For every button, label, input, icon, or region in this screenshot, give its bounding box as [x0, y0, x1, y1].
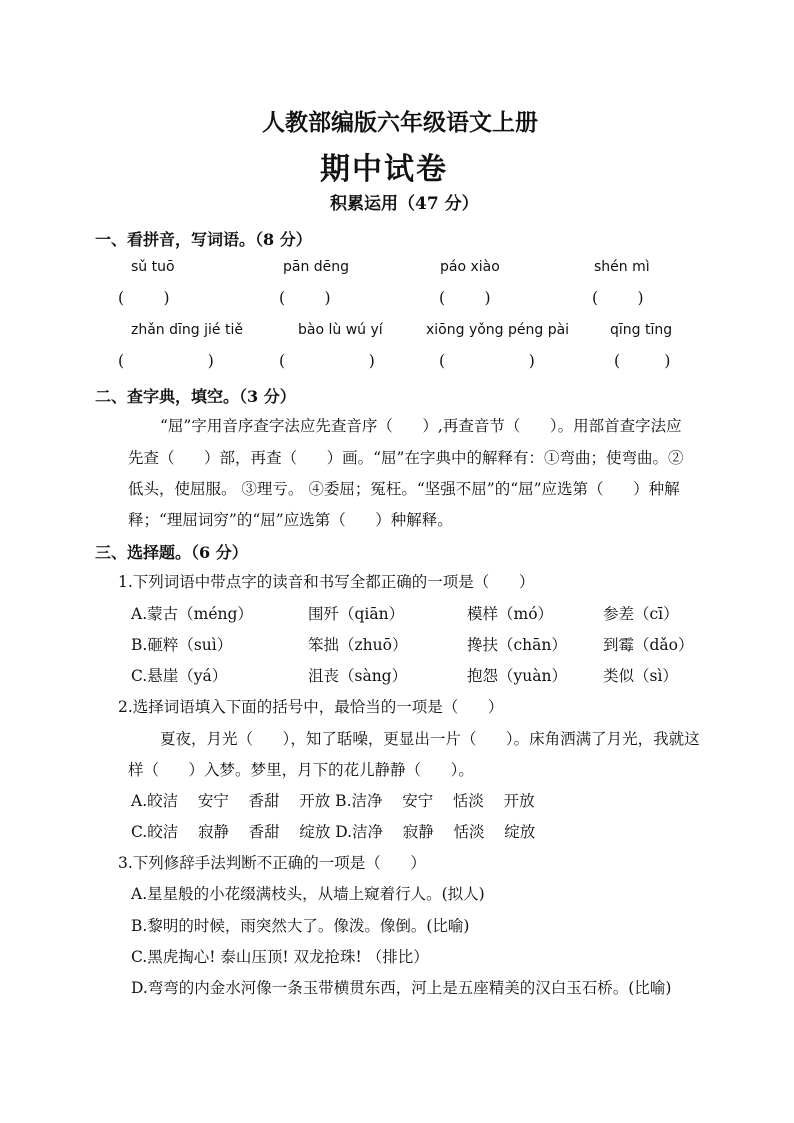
section2-line-4: 释；“理屈词穷”的“屈”应选第（ ）种解释。: [128, 511, 453, 529]
section2-line-1: “屈”字用音序查字法应先查音序（ ）,再查音节（ ）。用部首查字法应: [160, 417, 682, 435]
section2-heading: 二、查字典，填空。（3 分）: [95, 387, 296, 406]
question-3-stem: 3.下列修辞手法判断不正确的一项是（ ）: [118, 854, 426, 872]
part-heading: 积累运用（47 分）: [330, 194, 479, 214]
pinyin-7: xiōng yǒng péng pài: [426, 322, 570, 338]
q1-option-c1: C.悬崖（yá）: [131, 667, 228, 685]
q2-options-line-1: A.皎洁 安宁 香甜 开放 B.洁净 安宁 恬淡 开放: [131, 792, 535, 810]
q1-option-b1: B.砸粹（suì）: [131, 636, 233, 654]
answer-blank-7[interactable]: ( ): [439, 352, 535, 370]
q1-option-c2: 沮丧（sàng）: [308, 667, 408, 685]
q1-option-b4: 到霉（dǎo）: [603, 636, 694, 654]
q1-option-a3: 模样（mó）: [467, 605, 554, 623]
answer-blank-2[interactable]: ( ): [279, 289, 331, 307]
q3-option-b: B.黎明的时候，雨突然大了。像泼。像倒。(比喻): [131, 917, 470, 935]
question-2-stem: 2.选择词语填入下面的括号中，最恰当的一项是（ ）: [118, 698, 504, 716]
q3-option-c: C.黑虎掏心! 泰山压顶! 双龙抢珠! （排比）: [131, 948, 429, 966]
q1-option-a4: 参差（cī）: [603, 605, 679, 623]
q3-option-a: A.星星般的小花缀满枝头，从墙上窥着行人。(拟人): [131, 885, 485, 903]
q2-options-line-2: C.皎洁 寂静 香甜 绽放 D.洁净 寂静 恬淡 绽放: [131, 823, 536, 841]
q2-passage-line-2: 样（ ）入梦。梦里，月下的花儿静静（ ）。: [128, 761, 474, 779]
pinyin-6: bào lù wú yí: [298, 322, 383, 338]
q1-option-a1: A.蒙古（méng）: [131, 605, 253, 623]
answer-blank-1[interactable]: ( ): [118, 289, 170, 307]
q1-option-b2: 笨拙（zhuō）: [308, 636, 408, 654]
page-title: 人教部编版六年级语文上册: [262, 109, 538, 136]
q1-option-c4: 类似（sì）: [603, 667, 678, 685]
pinyin-1: sǔ tuō: [131, 259, 175, 275]
pinyin-4: shén mì: [594, 259, 650, 275]
answer-blank-8[interactable]: ( ): [614, 352, 671, 370]
section2-line-2: 先查（ ）部，再查（ ）画。“屈”在字典中的解释有：①弯曲；使弯曲。②: [128, 449, 684, 467]
section1-heading: 一、看拼音，写词语。（8 分）: [95, 230, 312, 249]
question-1-stem: 1.下列词语中带点字的读音和书写全都正确的一项是（ ）: [118, 573, 535, 591]
answer-blank-3[interactable]: ( ): [439, 289, 491, 307]
q1-option-c3: 抱怨（yuàn）: [467, 667, 567, 685]
pinyin-2: pān dēng: [283, 259, 350, 275]
section2-line-3: 低头，使屈服。 ③理亏。 ④委屈；冤枉。“坚强不屈”的“屈”应选第（ ）种解: [128, 480, 680, 498]
pinyin-8: qīng tīng: [610, 322, 673, 338]
answer-blank-4[interactable]: ( ): [592, 289, 644, 307]
exam-title: 期中试卷: [320, 152, 448, 187]
answer-blank-5[interactable]: ( ): [118, 352, 214, 370]
q3-option-d: D.弯弯的内金水河像一条玉带横贯东西，河上是五座精美的汉白玉石桥。(比喻): [131, 979, 672, 997]
pinyin-5: zhǎn dīng jié tiě: [131, 322, 243, 338]
q1-option-a2: 围歼（qiān）: [308, 605, 405, 623]
answer-blank-6[interactable]: ( ): [279, 352, 375, 370]
section3-heading: 三、选择题。（6 分）: [95, 543, 248, 562]
pinyin-3: páo xiào: [440, 259, 500, 275]
q2-passage-line-1: 夏夜，月光（ ），知了聒噪，更显出一片（ ）。床角洒满了月光，我就这: [160, 730, 700, 748]
q1-option-b3: 搀扶（chān）: [467, 636, 567, 654]
